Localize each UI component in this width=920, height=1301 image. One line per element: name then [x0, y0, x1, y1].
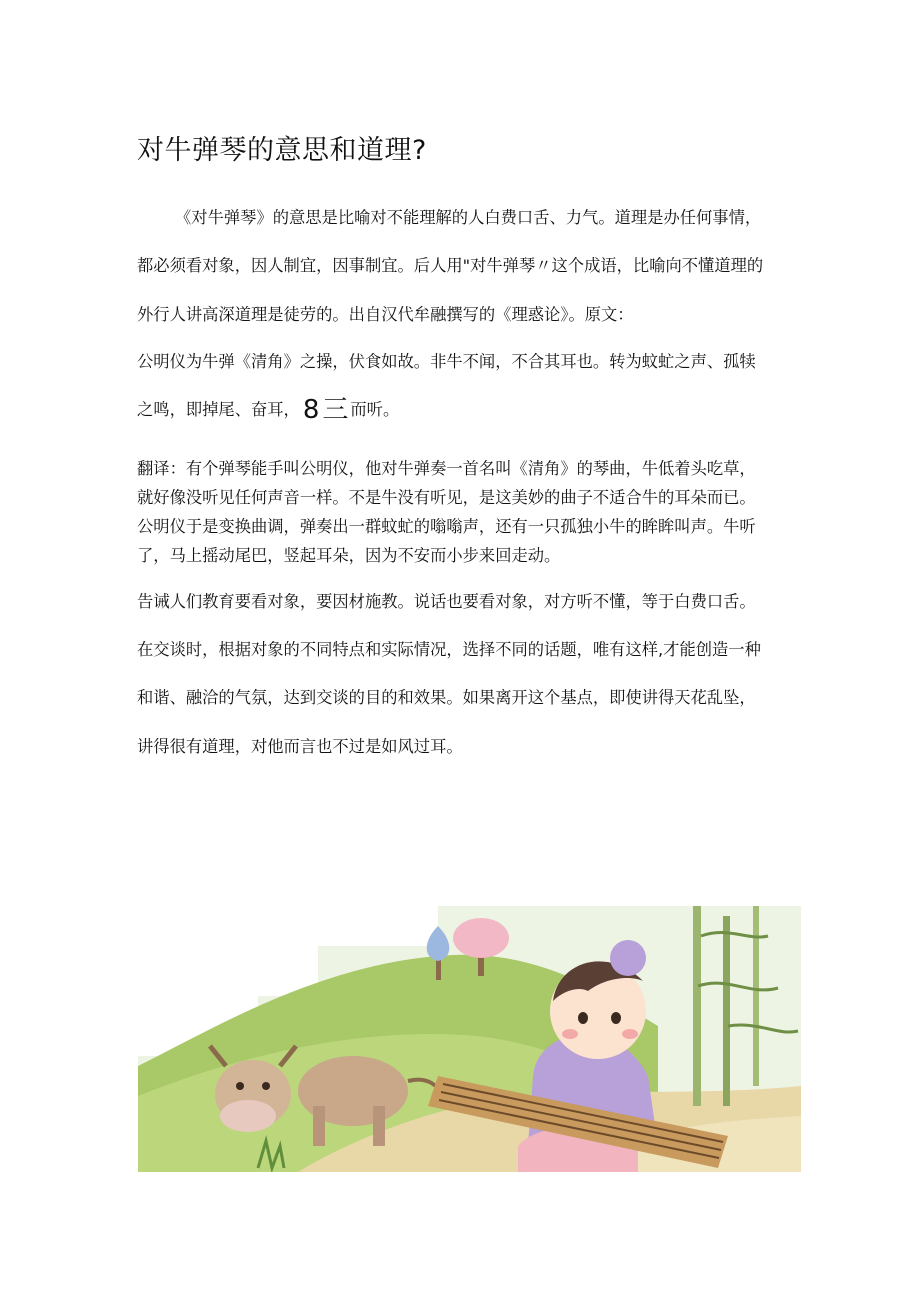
original-text-number: 8 [302, 395, 320, 425]
translation-line-4: 了，马上摇动尾巴，竖起耳朵，因为不安而小步来回走动。 [137, 546, 561, 565]
lesson-line-4: 讲得很有道理，对他而言也不过是如风过耳。 [137, 737, 463, 756]
original-text-char: 三 [322, 395, 349, 425]
translation-line-3: 公明仪于是变换曲调，弹奏出一群蚊虻的嗡嗡声，还有一只孤独小牛的眸眸叫声。牛听 [137, 517, 756, 536]
original-text-line-2 [137, 395, 400, 425]
paragraph-1-line-2: 都必须看对象，因人制宜，因事制宜。后人用"对牛弹琴〃这个成语，比喻向不懂道理的 [137, 256, 764, 275]
original-text-line-2-suffix: 而听。 [350, 400, 400, 419]
lesson-line-2: 在交谈时，根据对象的不同特点和实际情况，选择不同的话题，唯有这样,才能创造一种 [137, 640, 761, 659]
paragraph-1-line-1: 《对牛弹琴》的意思是比喻对不能理解的人白费口舌、力气。道理是办任何事情， [175, 208, 762, 227]
original-text-line-2-prefix: 之鸣，即掉尾、奋耳， [137, 400, 300, 419]
paragraph-1-line-3: 外行人讲高深道理是徒劳的。出自汉代牟融撰写的《理惑论》。原文： [137, 305, 634, 324]
document-title: 对牛弹琴的意思和道理? [137, 135, 427, 166]
translation-line-2: 就好像没听见任何声音一样。不是牛没有听见，是这美妙的曲子不适合牛的耳朵而已。 [137, 488, 756, 507]
original-text-line-1: 公明仪为牛弹《清角》之操，伏食如故。非牛不闻，不合其耳也。转为蚊虻之声、孤犊 [137, 352, 756, 371]
cartoon-illustration [138, 906, 801, 1172]
translation-line-1: 翻译：有个弹琴能手叫公明仪，他对牛弹奏一首名叫《清角》的琴曲，牛低着头吃草， [137, 459, 756, 478]
lesson-line-1: 告诫人们教育要看对象，要因材施教。说话也要看对象，对方听不懂，等于白费口舌。 [137, 592, 756, 611]
lesson-line-3: 和谐、融洽的气氛，达到交谈的目的和效果。如果离开这个基点，即使讲得天花乱坠， [137, 688, 756, 707]
